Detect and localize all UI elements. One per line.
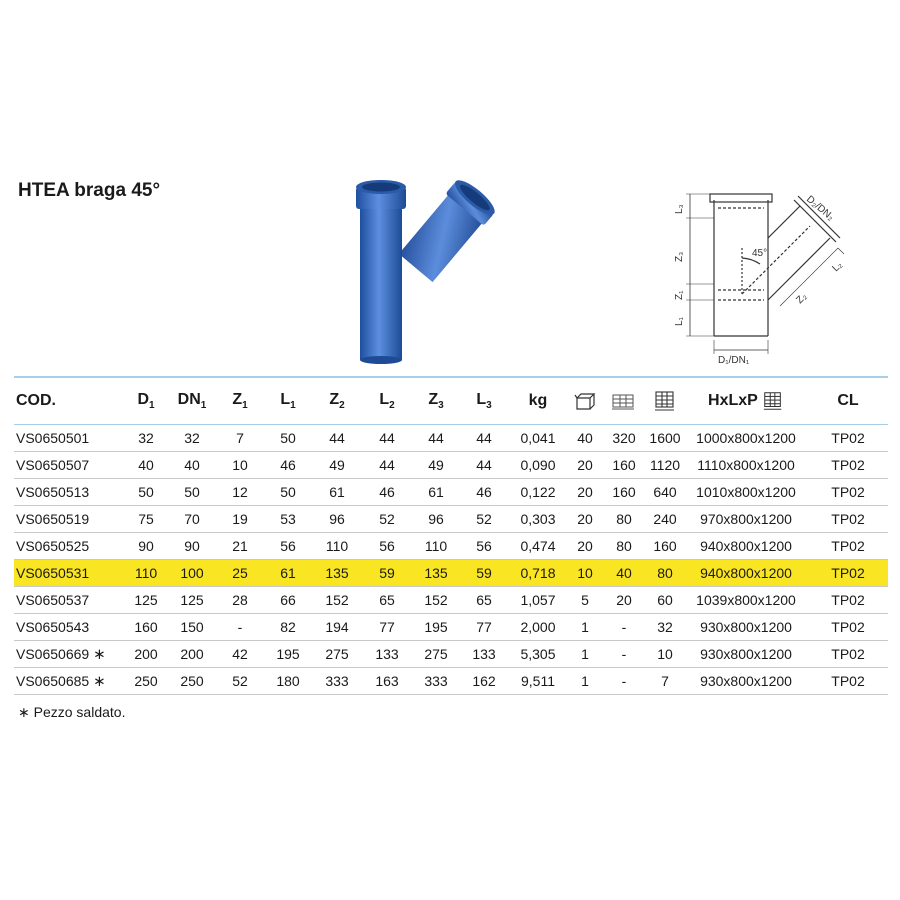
cell-dims: 1039x800x1200 bbox=[684, 587, 808, 614]
cell-cl: TP02 bbox=[808, 452, 888, 479]
cell-dn1: 250 bbox=[168, 668, 216, 695]
table-row bbox=[14, 425, 888, 452]
cell-z2: 152 bbox=[312, 587, 362, 614]
code-text: VS0650525 bbox=[16, 537, 90, 554]
cell-pallet: 32 bbox=[646, 614, 684, 641]
cell-dn1: 100 bbox=[168, 560, 216, 587]
header-cl: CL bbox=[837, 392, 859, 409]
cell-z3: 44 bbox=[412, 425, 460, 452]
code-text: VS0650507 bbox=[16, 456, 90, 473]
code-text: VS0650513 bbox=[16, 483, 90, 500]
cell-l1: 195 bbox=[264, 641, 312, 668]
cell-z3: 135 bbox=[412, 560, 460, 587]
pallet-dimensions-icon bbox=[762, 390, 784, 412]
cell-l2: 44 bbox=[362, 425, 412, 452]
cell-z1: 12 bbox=[216, 479, 264, 506]
cell-box: 20 bbox=[568, 506, 602, 533]
cell-layer: 80 bbox=[602, 506, 646, 533]
cell-pallet: 60 bbox=[646, 587, 684, 614]
cell-l2: 59 bbox=[362, 560, 412, 587]
header-hxlxp: HxLxP bbox=[684, 377, 808, 425]
cell-z3: 49 bbox=[412, 452, 460, 479]
cell-z1: 21 bbox=[216, 533, 264, 560]
cell-kg: 2,000 bbox=[508, 614, 568, 641]
drawing-label-d2: D₂/DN₂ bbox=[804, 193, 836, 224]
cell-z3: 275 bbox=[412, 641, 460, 668]
cell-cl: TP02 bbox=[808, 641, 888, 668]
cell-l2: 46 bbox=[362, 479, 412, 506]
cell-kg: 0,474 bbox=[508, 533, 568, 560]
cell-l3: 65 bbox=[460, 587, 508, 614]
cell-layer: 160 bbox=[602, 479, 646, 506]
cell-dims: 940x800x1200 bbox=[684, 560, 808, 587]
cell-l3: 162 bbox=[460, 668, 508, 695]
cell-l1: 82 bbox=[264, 614, 312, 641]
cell-z1: 19 bbox=[216, 506, 264, 533]
cell-cl: TP02 bbox=[808, 506, 888, 533]
cell-code bbox=[14, 641, 124, 668]
header-kg: kg bbox=[528, 392, 548, 409]
header-box bbox=[568, 377, 602, 425]
cell-pallet: 1120 bbox=[646, 452, 684, 479]
cell-pallet: 10 bbox=[646, 641, 684, 668]
cell-kg: 1,057 bbox=[508, 587, 568, 614]
cell-layer: - bbox=[602, 668, 646, 695]
cell-layer: 160 bbox=[602, 452, 646, 479]
cell-kg: 5,305 bbox=[508, 641, 568, 668]
cell-dn1: 150 bbox=[168, 614, 216, 641]
cell-box: 40 bbox=[568, 425, 602, 452]
cell-z1: 28 bbox=[216, 587, 264, 614]
cell-l2: 65 bbox=[362, 587, 412, 614]
code-text: VS0650669 bbox=[16, 646, 90, 662]
cell-z2: 333 bbox=[312, 668, 362, 695]
header-pallet bbox=[646, 377, 684, 425]
cell-d1: 250 bbox=[124, 668, 168, 695]
cell-kg: 9,511 bbox=[508, 668, 568, 695]
cell-l3: 46 bbox=[460, 479, 508, 506]
cell-dn1: 70 bbox=[168, 506, 216, 533]
cell-box: 20 bbox=[568, 452, 602, 479]
cell-z3: 61 bbox=[412, 479, 460, 506]
cell-pallet: 7 bbox=[646, 668, 684, 695]
cell-l1: 46 bbox=[264, 452, 312, 479]
cell-box: 1 bbox=[568, 641, 602, 668]
drawing-label-angle: 45° bbox=[752, 248, 768, 259]
cell-z2: 49 bbox=[312, 452, 362, 479]
cell-dims: 970x800x1200 bbox=[684, 506, 808, 533]
cell-l2: 44 bbox=[362, 452, 412, 479]
table-header-row bbox=[14, 377, 888, 425]
cell-l3: 59 bbox=[460, 560, 508, 587]
cell-code bbox=[14, 587, 124, 614]
cell-l3: 56 bbox=[460, 533, 508, 560]
cell-code bbox=[14, 452, 124, 479]
cell-z1: 25 bbox=[216, 560, 264, 587]
table-row bbox=[14, 452, 888, 479]
header-layer bbox=[602, 377, 646, 425]
drawing-label-z3: Z₃ bbox=[674, 251, 685, 262]
header-l1: $L_1$ bbox=[280, 391, 296, 411]
cell-d1: 90 bbox=[124, 533, 168, 560]
cell-box: 1 bbox=[568, 668, 602, 695]
cell-pallet: 80 bbox=[646, 560, 684, 587]
cell-d1: 200 bbox=[124, 641, 168, 668]
cell-dims: 1110x800x1200 bbox=[684, 452, 808, 479]
cell-dn1: 50 bbox=[168, 479, 216, 506]
cell-box: 20 bbox=[568, 533, 602, 560]
cell-cl: TP02 bbox=[808, 479, 888, 506]
cell-l1: 56 bbox=[264, 533, 312, 560]
cell-cl: TP02 bbox=[808, 533, 888, 560]
cell-l1: 61 bbox=[264, 560, 312, 587]
cell-z3: 110 bbox=[412, 533, 460, 560]
drawing-label-l1: L₁ bbox=[674, 317, 685, 326]
code-text: VS0650685 bbox=[16, 673, 90, 689]
table-row bbox=[14, 587, 888, 614]
cell-z2: 44 bbox=[312, 425, 362, 452]
table-body bbox=[14, 425, 888, 695]
cell-code bbox=[14, 506, 124, 533]
cell-cl: TP02 bbox=[808, 560, 888, 587]
product-image bbox=[330, 175, 500, 365]
table-row bbox=[14, 479, 888, 506]
cell-z1: 52 bbox=[216, 668, 264, 695]
cell-d1: 160 bbox=[124, 614, 168, 641]
code-text: VS0650531 bbox=[16, 564, 90, 581]
table-row bbox=[14, 506, 888, 533]
cell-code bbox=[14, 533, 124, 560]
cell-z2: 194 bbox=[312, 614, 362, 641]
cell-z1: 42 bbox=[216, 641, 264, 668]
cell-l2: 163 bbox=[362, 668, 412, 695]
product-table bbox=[14, 376, 888, 695]
cell-d1: 32 bbox=[124, 425, 168, 452]
header-z3: $Z_3$ bbox=[428, 391, 444, 411]
cell-z1: 7 bbox=[216, 425, 264, 452]
cell-l1: 180 bbox=[264, 668, 312, 695]
welded-marker: ∗ bbox=[93, 673, 106, 690]
pallet-icon bbox=[653, 390, 677, 412]
cell-d1: 50 bbox=[124, 479, 168, 506]
code-text: VS0650537 bbox=[16, 591, 90, 608]
cell-cl: TP02 bbox=[808, 587, 888, 614]
welded-marker: ∗ bbox=[93, 646, 106, 663]
cell-dn1: 200 bbox=[168, 641, 216, 668]
cell-layer: - bbox=[602, 641, 646, 668]
cell-z2: 96 bbox=[312, 506, 362, 533]
cell-z2: 135 bbox=[312, 560, 362, 587]
cell-code bbox=[14, 560, 124, 587]
cell-z2: 110 bbox=[312, 533, 362, 560]
cell-l2: 56 bbox=[362, 533, 412, 560]
footnote: ∗ Pezzo saldato. bbox=[18, 704, 126, 720]
cell-z1: 10 bbox=[216, 452, 264, 479]
cell-l3: 44 bbox=[460, 425, 508, 452]
cell-pallet: 1600 bbox=[646, 425, 684, 452]
cell-kg: 0,122 bbox=[508, 479, 568, 506]
cell-cl: TP02 bbox=[808, 614, 888, 641]
cell-z2: 61 bbox=[312, 479, 362, 506]
cell-dims: 940x800x1200 bbox=[684, 533, 808, 560]
cell-dn1: 125 bbox=[168, 587, 216, 614]
cell-layer: - bbox=[602, 614, 646, 641]
cell-cl: TP02 bbox=[808, 425, 888, 452]
cell-code bbox=[14, 614, 124, 641]
cell-kg: 0,303 bbox=[508, 506, 568, 533]
header-code: COD. bbox=[16, 392, 56, 409]
cell-z3: 96 bbox=[412, 506, 460, 533]
cell-dims: 930x800x1200 bbox=[684, 668, 808, 695]
technical-drawing bbox=[660, 178, 860, 368]
cell-layer: 80 bbox=[602, 533, 646, 560]
cell-cl: TP02 bbox=[808, 668, 888, 695]
cell-z3: 152 bbox=[412, 587, 460, 614]
cell-d1: 40 bbox=[124, 452, 168, 479]
cell-layer: 320 bbox=[602, 425, 646, 452]
box-icon bbox=[574, 391, 596, 411]
table-row bbox=[14, 533, 888, 560]
cell-l2: 133 bbox=[362, 641, 412, 668]
drawing-label-l3: L₃ bbox=[674, 204, 685, 214]
header-dn1: $DN_1$ bbox=[177, 391, 207, 411]
cell-box: 5 bbox=[568, 587, 602, 614]
header-l2: $L_2$ bbox=[379, 391, 395, 411]
drawing-label-d1: D₁/DN₁ bbox=[718, 355, 750, 366]
cell-box: 20 bbox=[568, 479, 602, 506]
cell-kg: 0,041 bbox=[508, 425, 568, 452]
cell-z3: 333 bbox=[412, 668, 460, 695]
drawing-label-l2: L₂ bbox=[830, 259, 845, 275]
cell-l1: 53 bbox=[264, 506, 312, 533]
cell-z1: - bbox=[216, 614, 264, 641]
table-row bbox=[14, 641, 888, 668]
cell-l3: 52 bbox=[460, 506, 508, 533]
header-z2: $Z_2$ bbox=[329, 391, 345, 411]
cell-layer: 20 bbox=[602, 587, 646, 614]
header-d1: $D_1$ bbox=[137, 391, 155, 411]
cell-box: 10 bbox=[568, 560, 602, 587]
cell-kg: 0,718 bbox=[508, 560, 568, 587]
cell-dn1: 40 bbox=[168, 452, 216, 479]
cell-l3: 133 bbox=[460, 641, 508, 668]
cell-kg: 0,090 bbox=[508, 452, 568, 479]
product-table-container bbox=[14, 376, 888, 695]
cell-pallet: 160 bbox=[646, 533, 684, 560]
cell-dn1: 90 bbox=[168, 533, 216, 560]
cell-l1: 50 bbox=[264, 479, 312, 506]
cell-pallet: 640 bbox=[646, 479, 684, 506]
table-row bbox=[14, 560, 888, 587]
cell-l3: 77 bbox=[460, 614, 508, 641]
cell-z3: 195 bbox=[412, 614, 460, 641]
cell-d1: 75 bbox=[124, 506, 168, 533]
cell-pallet: 240 bbox=[646, 506, 684, 533]
cell-l3: 44 bbox=[460, 452, 508, 479]
cell-dims: 930x800x1200 bbox=[684, 614, 808, 641]
cell-l1: 66 bbox=[264, 587, 312, 614]
cell-layer: 40 bbox=[602, 560, 646, 587]
code-text: VS0650519 bbox=[16, 510, 90, 527]
drawing-label-z1: Z₁ bbox=[674, 290, 685, 300]
header-l3: $L_3$ bbox=[476, 391, 492, 411]
code-text: VS0650501 bbox=[16, 429, 90, 446]
cell-z2: 275 bbox=[312, 641, 362, 668]
cell-dn1: 32 bbox=[168, 425, 216, 452]
cell-dims: 930x800x1200 bbox=[684, 641, 808, 668]
header-z1: $Z_1$ bbox=[232, 391, 248, 411]
cell-l1: 50 bbox=[264, 425, 312, 452]
cell-d1: 125 bbox=[124, 587, 168, 614]
cell-code bbox=[14, 425, 124, 452]
cell-l2: 77 bbox=[362, 614, 412, 641]
table-row bbox=[14, 614, 888, 641]
cell-code bbox=[14, 668, 124, 695]
cell-d1: 110 bbox=[124, 560, 168, 587]
table-row bbox=[14, 668, 888, 695]
cell-box: 1 bbox=[568, 614, 602, 641]
cell-dims: 1000x800x1200 bbox=[684, 425, 808, 452]
product-title: HTEA braga 45° bbox=[18, 180, 161, 201]
cell-l2: 52 bbox=[362, 506, 412, 533]
drawing-label-z2: Z₂ bbox=[794, 291, 810, 307]
pallet-layer-icon bbox=[611, 391, 637, 411]
cell-code bbox=[14, 479, 124, 506]
cell-dims: 1010x800x1200 bbox=[684, 479, 808, 506]
code-text: VS0650543 bbox=[16, 618, 90, 635]
